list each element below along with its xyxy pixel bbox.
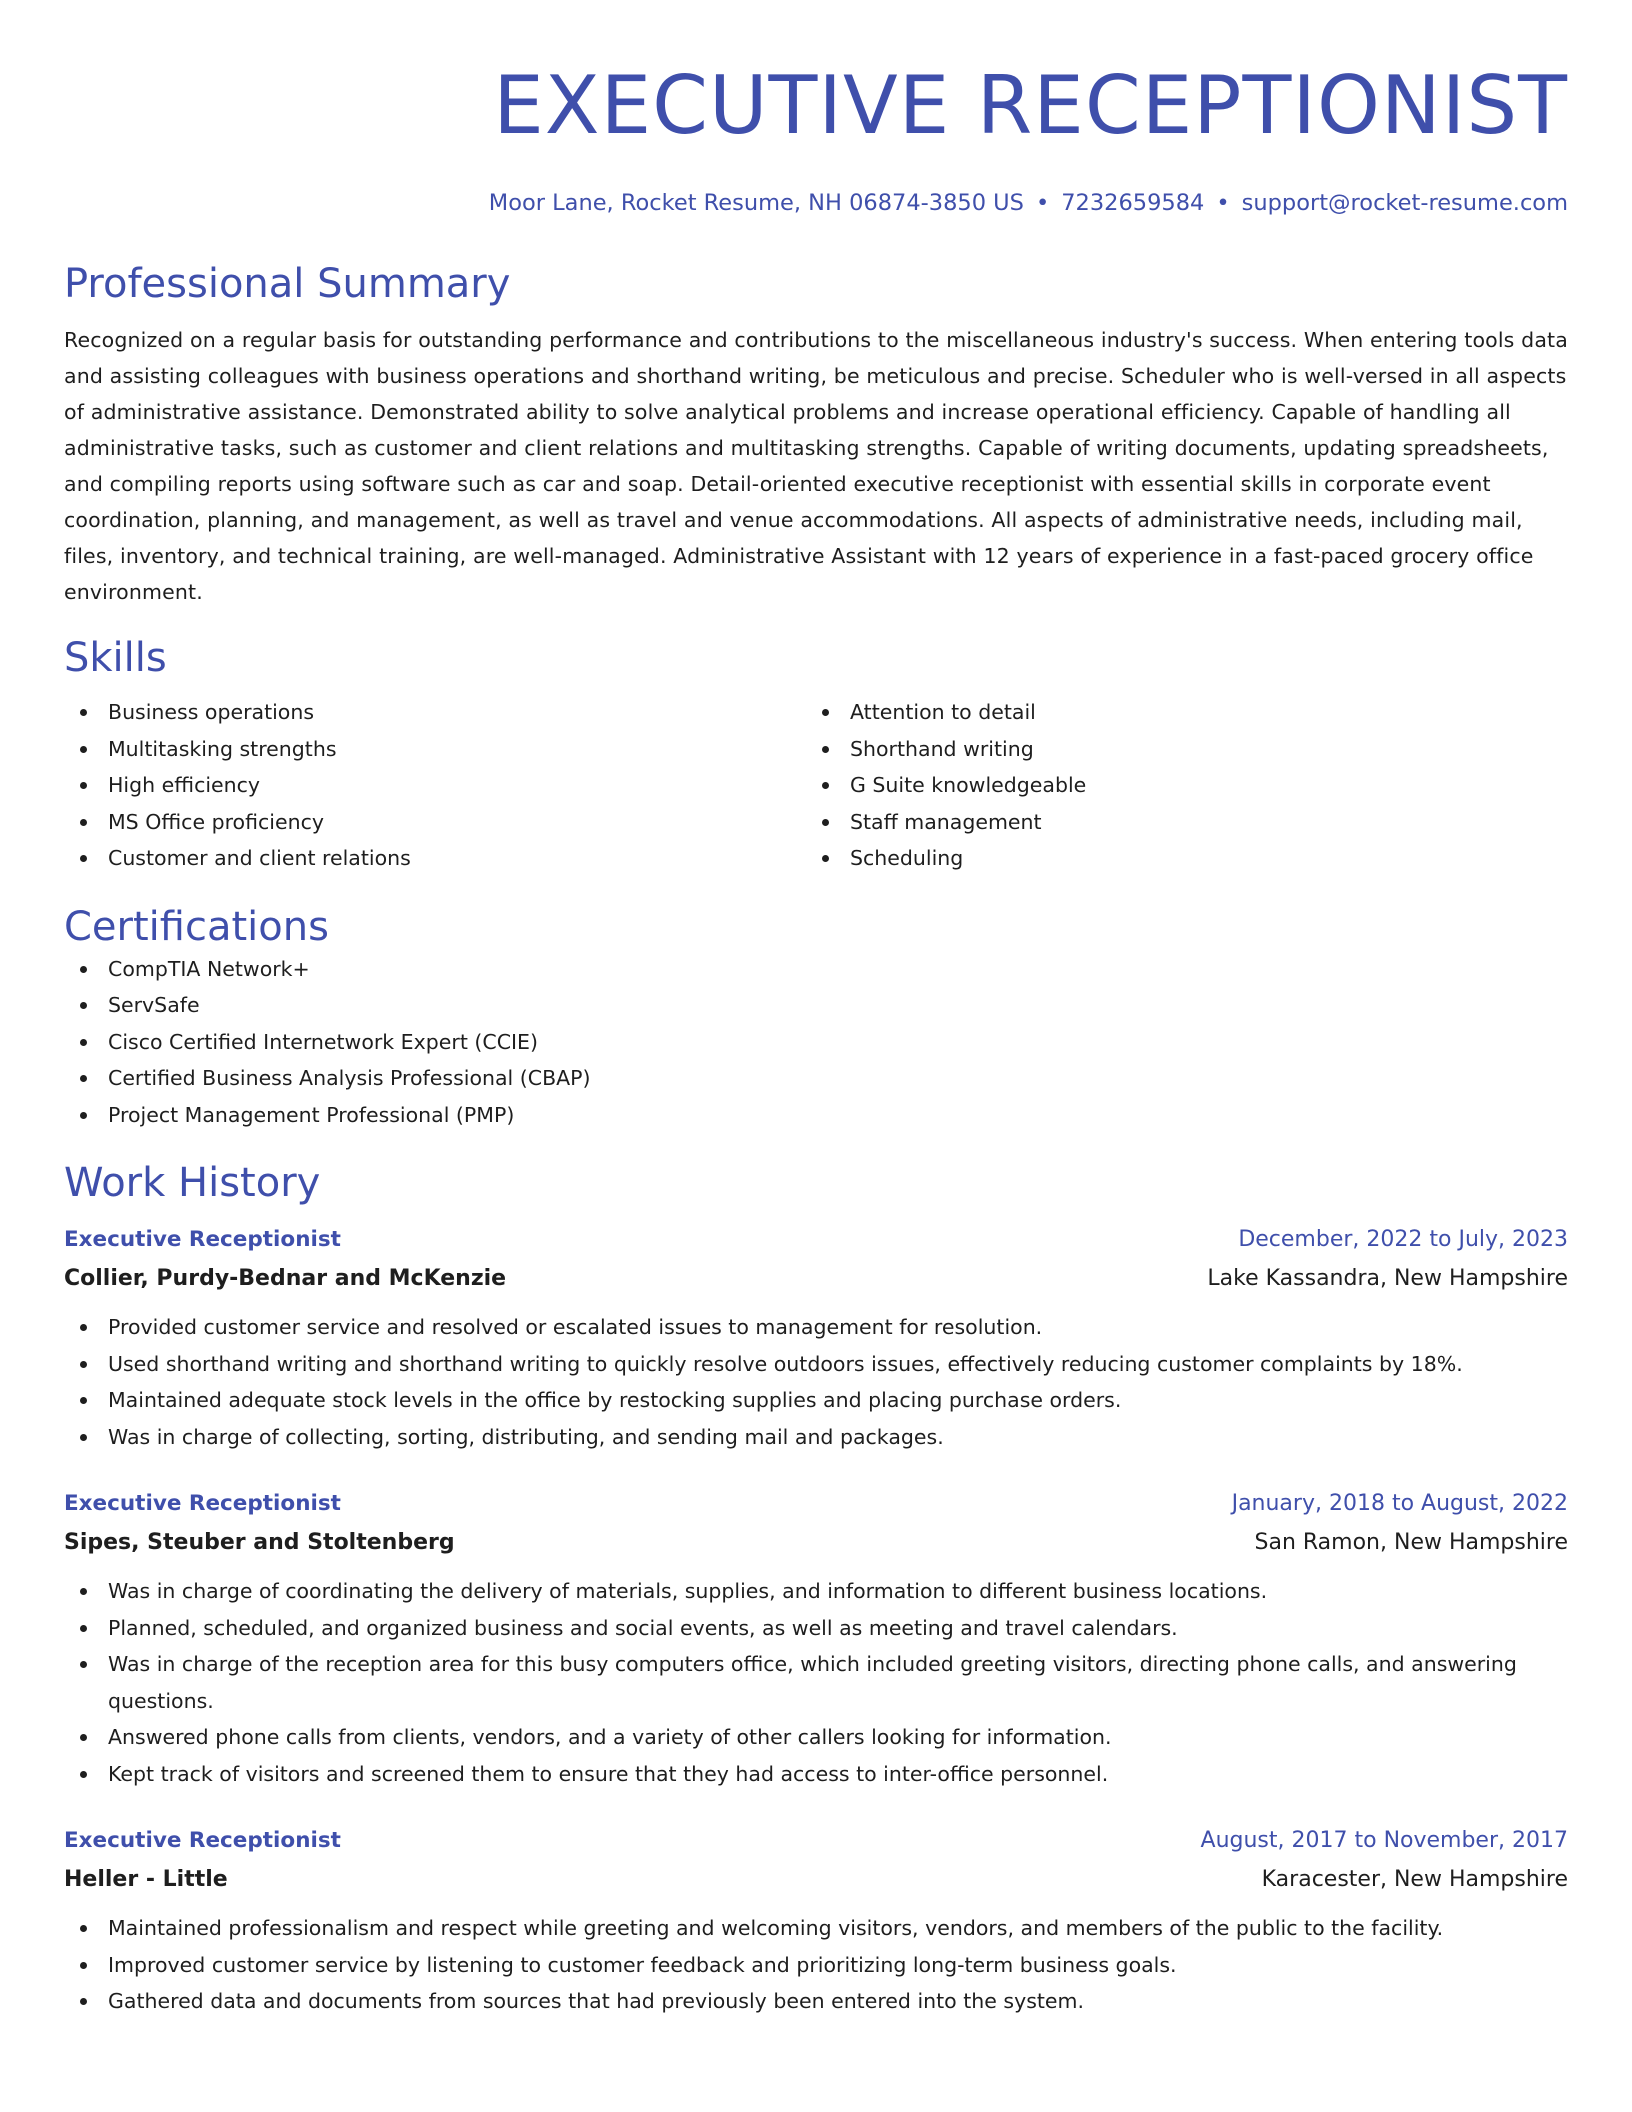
summary-heading: Professional Summary	[64, 261, 511, 307]
skill-item: Staff management	[806, 804, 1548, 841]
job-company: Sipes, Steuber and Stoltenberg	[64, 1530, 455, 1555]
job-company-row	[64, 1523, 1568, 1563]
certification-item: Cisco Certified Internetwork Expert (CCIE)	[64, 1024, 1568, 1061]
job-bullet: Was in charge of the reception area for this busy computers office, which included greeting visitors, directing phone calls, and answering questions.	[64, 1646, 1568, 1719]
job-dates: August, 2017 to November, 2017	[1200, 1828, 1568, 1853]
skill-item: Scheduling	[806, 840, 1548, 877]
summary-text: Recognized on a regular basis for outstanding performance and contributions to the miscellaneous industry's success. When entering tools data and assisting colleagues with business operations and shorthand writing, be meticulous and precise. Scheduler who is well-versed in all aspects of administrative assistance. Demonstrated ability to solve analytical problems and increase operational efficiency. Capable of handling all administrative tasks, such as customer and client relations and multitasking strengths. Capable of writing documents, updating spreadsheets, and compiling reports using software such as car and soap. Detail-oriented executive receptionist with essential skills in corporate event coordination, planning, and management, as well as travel and venue accommodations. All aspects of administrative needs, including mail, files, inventory, and technical training, are well-managed. Administrative Assistant with 12 years of experience in a fast-paced grocery office environment.	[64, 328, 1568, 604]
job-dates: January, 2018 to August, 2022	[1231, 1491, 1568, 1516]
job-entry	[64, 1822, 1568, 2020]
job-company-row	[64, 1860, 1568, 1900]
skill-item: Attention to detail	[806, 694, 1548, 731]
job-bullet: Planned, scheduled, and organized business and social events, as well as meeting and travel calendars.	[64, 1610, 1568, 1647]
job-bullets	[64, 1309, 1568, 1455]
certification-item: CompTIA Network+	[64, 951, 1568, 988]
job-bullet: Gathered data and documents from sources that had previously been entered into the system.	[64, 1983, 1568, 2020]
job-company: Heller - Little	[64, 1867, 228, 1892]
skill-item: Shorthand writing	[806, 731, 1548, 768]
job-bullet: Was in charge of collecting, sorting, distributing, and sending mail and packages.	[64, 1419, 1568, 1456]
job-bullet: Maintained professionalism and respect while greeting and welcoming visitors, vendors, and members of the public to the facility.	[64, 1910, 1568, 1947]
resume-page	[64, 0, 1568, 2020]
skills-columns	[64, 694, 1568, 877]
certification-item: Project Management Professional (PMP)	[64, 1097, 1568, 1134]
contact-separator: •	[1216, 190, 1230, 216]
job-bullet: Maintained adequate stock levels in the office by restocking supplies and placing purchase orders.	[64, 1382, 1568, 1419]
job-company: Collier, Purdy-Bednar and McKenzie	[64, 1266, 507, 1291]
certifications-heading: Certifications	[64, 903, 329, 950]
job-entry	[64, 1221, 1568, 1455]
job-location: Lake Kassandra, New Hampshire	[1207, 1266, 1568, 1291]
skill-item: Business operations	[64, 694, 806, 731]
contact-separator: •	[1035, 190, 1050, 216]
job-bullet: Used shorthand writing and shorthand writing to quickly resolve outdoors issues, effectively reducing customer complaints by 18%.	[64, 1346, 1568, 1383]
skill-item: Multitasking strengths	[64, 731, 806, 768]
job-location: Karacester, New Hampshire	[1261, 1867, 1568, 1892]
job-bullet: Kept track of visitors and screened them to ensure that they had access to inter-office personnel.	[64, 1756, 1568, 1793]
job-header-row	[64, 1822, 1568, 1860]
skills-list-right	[806, 694, 1548, 877]
job-location: San Ramon, New Hampshire	[1254, 1530, 1568, 1555]
job-header-row	[64, 1221, 1568, 1259]
job-bullet: Was in charge of coordinating the delivery of materials, supplies, and information to different business locations.	[64, 1573, 1568, 1610]
job-title: Executive Receptionist	[64, 1828, 341, 1853]
contact-email: support@rocket-resume.com	[1241, 190, 1568, 216]
job-title: Executive Receptionist	[64, 1227, 341, 1252]
certifications-list	[64, 951, 1568, 1134]
job-bullets	[64, 1910, 1568, 2020]
skills-heading: Skills	[64, 635, 167, 681]
skill-item: MS Office proficiency	[64, 804, 806, 841]
job-bullet: Improved customer service by listening to customer feedback and prioritizing long-term business goals.	[64, 1947, 1568, 1984]
job-dates: December, 2022 to July, 2023	[1238, 1227, 1568, 1252]
job-company-row	[64, 1259, 1568, 1299]
job-title: Executive Receptionist	[64, 1491, 341, 1516]
skills-list-left	[64, 694, 806, 877]
job-bullet: Provided customer service and resolved or escalated issues to management for resolution.	[64, 1309, 1568, 1346]
work-history-heading: Work History	[64, 1160, 321, 1206]
contact-phone: 7232659584	[1061, 190, 1205, 216]
skill-item: High efficiency	[64, 767, 806, 804]
skill-item: Customer and client relations	[64, 840, 806, 877]
certification-item: ServSafe	[64, 987, 1568, 1024]
job-bullets	[64, 1573, 1568, 1792]
resume-title: EXECUTIVE RECEPTIONIST	[493, 59, 1568, 152]
certification-item: Certified Business Analysis Professional (CBAP)	[64, 1060, 1568, 1097]
job-entry	[64, 1485, 1568, 1792]
contact-address: Moor Lane, Rocket Resume, NH 06874-3850 US	[488, 190, 1024, 216]
contact-line	[64, 188, 1568, 218]
skill-item: G Suite knowledgeable	[806, 767, 1548, 804]
job-bullet: Answered phone calls from clients, vendors, and a variety of other callers looking for information.	[64, 1719, 1568, 1756]
job-header-row	[64, 1485, 1568, 1523]
